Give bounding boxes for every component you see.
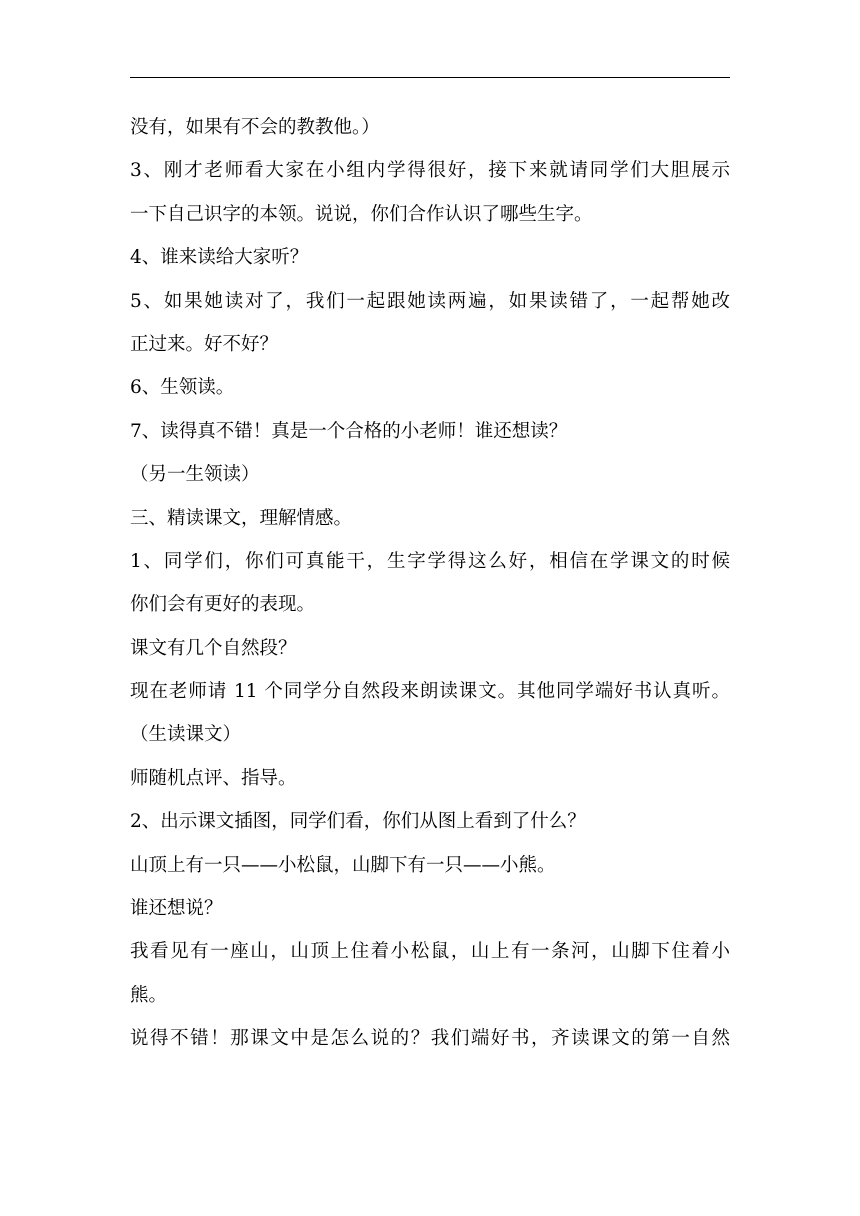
text-line: （生读课文）	[130, 724, 242, 746]
text-line: 山顶上有一只——小松鼠，山脚下有一只——小熊。	[130, 854, 556, 876]
text-line: 熊。	[130, 984, 168, 1006]
text-line: 6、生领读。	[130, 377, 235, 399]
text-line: 谁还想说？	[130, 898, 223, 920]
text-line: 正过来。好不好？	[130, 333, 279, 355]
text-line: 现在老师请 11 个同学分自然段来朗读课文。其他同学端好书认真听。	[130, 681, 730, 703]
text-line: （另一生领读）	[130, 464, 260, 486]
text-line: 课文有几个自然段？	[130, 637, 297, 659]
body-text	[130, 106, 730, 1061]
text-line: 5、如果她读对了，我们一起跟她读两遍，如果读错了，一起帮她改	[130, 290, 730, 312]
text-line: 4、谁来读给大家听？	[130, 247, 309, 269]
text-line: 没有，如果有不会的教教他。）	[130, 117, 380, 138]
text-line: 说得不错！那课文中是怎么说的？我们端好书，齐读课文的第一自然	[130, 1028, 730, 1050]
text-line: 你们会有更好的表现。	[130, 594, 316, 616]
header-rule	[130, 77, 730, 78]
text-line: 师随机点评、指导。	[130, 767, 297, 789]
section-heading: 三、精读课文，理解情感。	[130, 507, 353, 529]
text-line: 7、读得真不错！真是一个合格的小老师！谁还想读？	[130, 420, 568, 442]
text-line: 2、出示课文插图，同学们看，你们从图上看到了什么？	[130, 811, 586, 833]
text-line: 我看见有一座山，山顶上住着小松鼠，山上有一条河，山脚下住着小	[130, 941, 730, 963]
text-line: 3、刚才老师看大家在小组内学得很好，接下来就请同学们大胆展示	[130, 160, 730, 182]
text-line: 一下自己识字的本领。说说，你们合作认识了哪些生字。	[130, 203, 593, 225]
text-line: 1、同学们，你们可真能干，生字学得这么好，相信在学课文的时候	[130, 550, 730, 572]
